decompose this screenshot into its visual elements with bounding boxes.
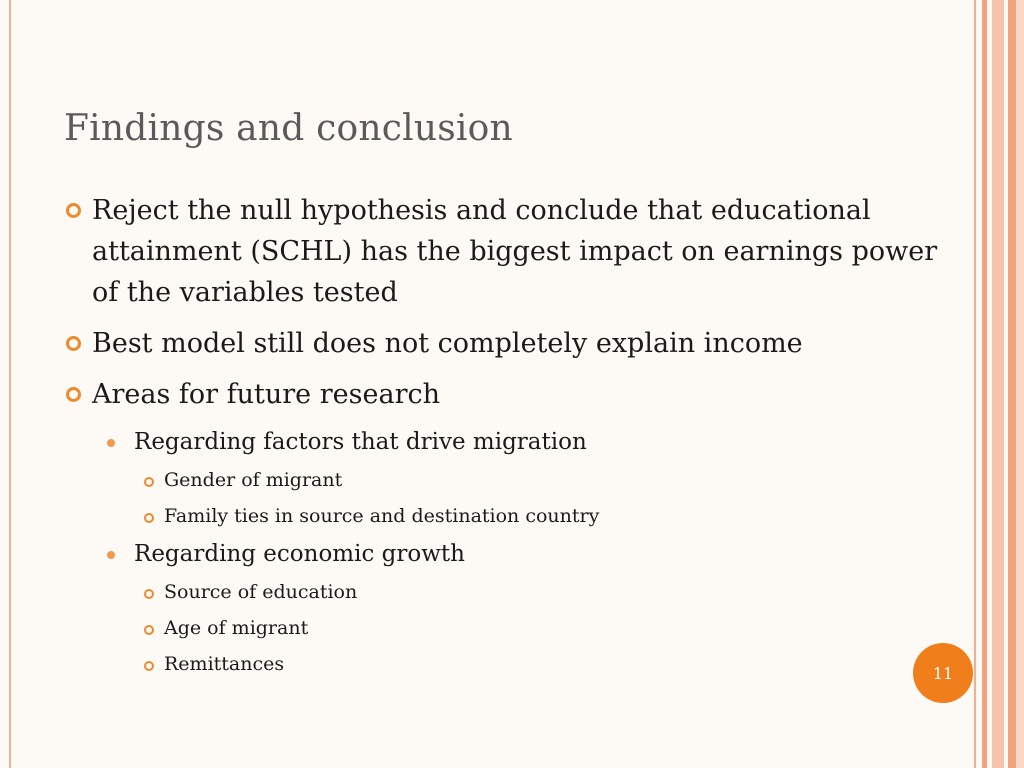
bullet-text: Areas for future research <box>92 379 440 410</box>
bullet-text: Regarding economic growth <box>134 541 465 567</box>
list-item <box>64 577 944 607</box>
left-border-line <box>9 0 11 768</box>
bullet-ring-icon <box>144 589 154 599</box>
bullet-text: Remittances <box>164 653 285 675</box>
stripe <box>1016 0 1024 768</box>
bullet-ring-icon <box>144 513 154 523</box>
bullet-dot-icon <box>107 439 115 447</box>
list-item <box>64 465 944 495</box>
bullet-text: Best model still does not completely explain income <box>92 328 803 359</box>
bullet-ring-icon <box>144 661 154 671</box>
page-number-badge: 11 <box>913 643 973 703</box>
list-item <box>64 501 944 531</box>
bullet-text: Regarding factors that drive migration <box>134 429 587 455</box>
bullet-text: Gender of migrant <box>164 469 343 491</box>
stripe <box>1008 0 1016 768</box>
right-border-line <box>974 0 976 768</box>
bullet-ring-icon <box>66 387 81 402</box>
list-item <box>64 613 944 643</box>
bullet-text: Reject the null hypothesis and conclude that educational attainment (SCHL) has the biggest impact on earnings power of the variables tested <box>92 195 938 308</box>
stripe <box>992 0 1004 768</box>
list-item <box>64 190 944 313</box>
list-item <box>64 425 944 459</box>
list-item <box>64 537 944 571</box>
slide-title: Findings and conclusion <box>64 108 513 149</box>
bullet-text: Source of education <box>164 581 358 603</box>
bullet-text: Family ties in source and destination country <box>164 505 600 527</box>
bullet-ring-icon <box>66 336 81 351</box>
list-item <box>64 374 944 415</box>
bullet-ring-icon <box>144 625 154 635</box>
bullet-ring-icon <box>144 477 154 487</box>
bullet-list <box>64 190 944 685</box>
bullet-ring-icon <box>66 203 81 218</box>
list-item <box>64 649 944 679</box>
bullet-text: Age of migrant <box>164 617 309 639</box>
decorative-stripes <box>982 0 1024 768</box>
list-item <box>64 323 944 364</box>
bullet-dot-icon <box>107 551 115 559</box>
